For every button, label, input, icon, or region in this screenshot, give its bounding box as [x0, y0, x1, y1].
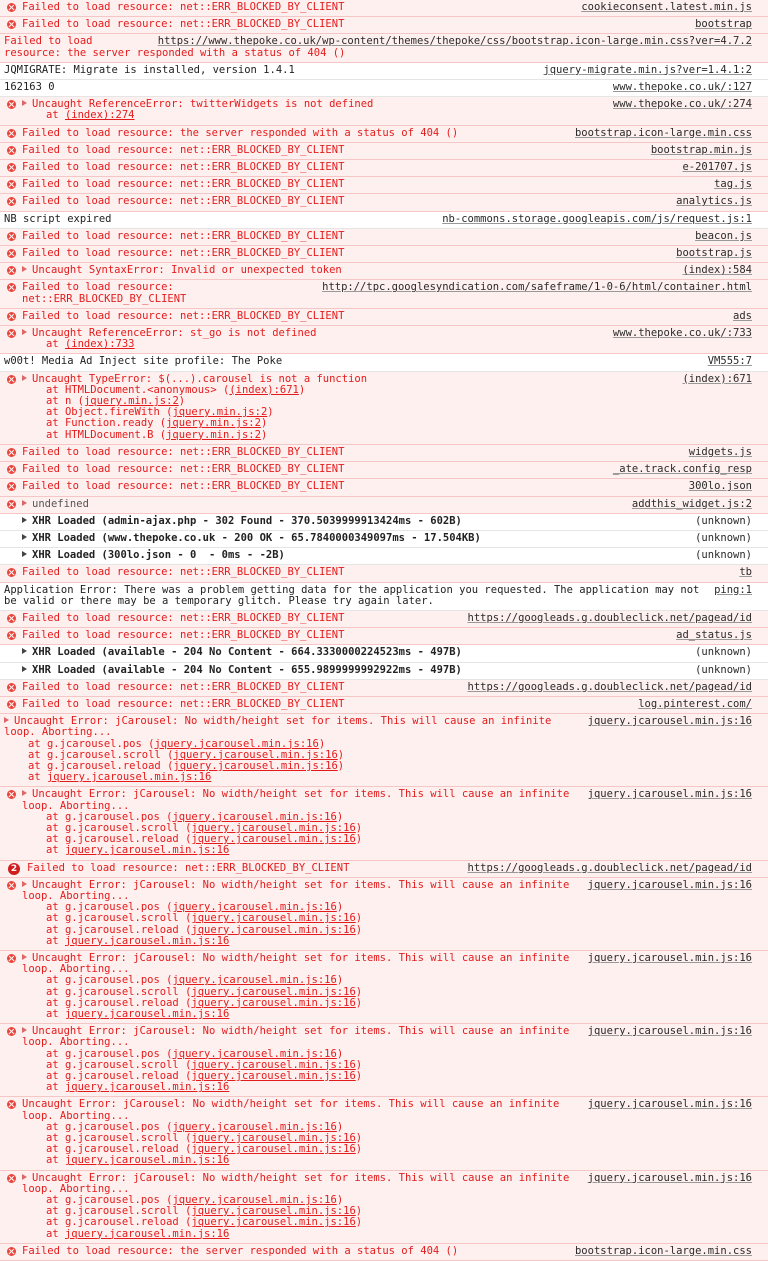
stack-frame-text: at [46, 1227, 65, 1240]
console-error-entry [0, 479, 768, 496]
source-link[interactable]: widgets.js [688, 445, 752, 458]
stack-frame-link[interactable]: jquery.jcarousel.min.js:16 [191, 912, 356, 925]
stack-trace [22, 1049, 752, 1094]
console-log-entry [0, 63, 768, 80]
stack-frame-text: at [46, 934, 65, 947]
stack-frame-link[interactable]: jquery.jcarousel.min.js:16 [191, 1205, 356, 1218]
console-message: JQMIGRATE: Migrate is installed, version 1.4.1 [4, 63, 295, 76]
error-icon [7, 375, 16, 384]
stack-frame [22, 1155, 752, 1166]
stack-frame-link[interactable]: jquery.jcarousel.min.js:16 [191, 833, 356, 846]
source-link[interactable]: https://www.thepoke.co.uk/wp-content/themes/thepoke/css/bootstrap.icon-large.min.css?ver=4.7.2 [157, 35, 752, 48]
console-message: Failed to load resource: net::ERR_BLOCKED_BY_CLIENT [22, 229, 345, 242]
stack-trace [22, 339, 752, 350]
console-error-entry[interactable] [0, 1171, 768, 1244]
source-link[interactable]: analytics.js [676, 195, 752, 208]
source-link[interactable]: 300lo.json [688, 480, 752, 493]
console-message: Application Error: There was a problem getting data for the application you requested. The application may not be valid or there may be a temporary glitch. Please try again later. [4, 583, 706, 607]
stack-frame-link[interactable]: jquery.jcarousel.min.js:16 [172, 810, 337, 823]
console-error-entry [0, 1244, 768, 1261]
stack-frame [22, 936, 752, 947]
error-icon [7, 683, 16, 692]
source-link[interactable]: (index):584 [682, 264, 752, 277]
stack-frame-link[interactable]: jquery.jcarousel.min.js:16 [64, 844, 230, 857]
stack-frame-text: ) [336, 1120, 344, 1133]
source-link: (unknown) [695, 663, 752, 676]
stack-frame-link[interactable]: jquery.jcarousel.min.js:16 [191, 1216, 356, 1229]
stack-frame-text: at g.jcarousel.pos ( [46, 901, 173, 914]
console-xhr-entry[interactable] [0, 548, 768, 565]
error-icon [7, 465, 16, 474]
console-error-entry[interactable] [0, 263, 768, 280]
stack-frame-text: at g.jcarousel.scroll ( [46, 1132, 192, 1145]
stack-frame-link[interactable]: jquery.jcarousel.min.js:16 [64, 1154, 230, 1167]
stack-frame-text: at g.jcarousel.pos ( [46, 810, 173, 823]
stack-frame-text: at [46, 109, 65, 122]
console-error-entry[interactable] [0, 1024, 768, 1097]
source-link[interactable]: jquery.jcarousel.min.js:16 [587, 1025, 752, 1038]
error-icon [7, 568, 16, 577]
console-message: Failed to load resource: the server responded with a status of 404 () [22, 1244, 459, 1257]
source-link[interactable]: ads [733, 309, 752, 322]
source-link[interactable]: https://googleads.g.doubleclick.net/pagead/id [467, 680, 752, 693]
stack-frame-link[interactable]: jquery.jcarousel.min.js:16 [154, 737, 319, 750]
console-message: Failed to load resource: net::ERR_BLOCKED_BY_CLIENT [22, 161, 345, 174]
console-message: Uncaught Error: jCarousel: No width/height set for items. This will cause an infinite loop. Aborting... [22, 952, 576, 976]
console-error-entry[interactable] [0, 97, 768, 125]
error-icon [7, 249, 16, 258]
stack-frame-link[interactable]: jquery.jcarousel.min.js:16 [46, 771, 212, 784]
console-message: undefined [32, 497, 89, 510]
stack-frame-text: ) [337, 759, 345, 772]
source-link[interactable]: jquery.jcarousel.min.js:16 [587, 715, 752, 728]
console-message: Uncaught Error: jCarousel: No width/height set for items. This will cause an infinite loop. Aborting... [22, 1171, 576, 1195]
error-icon [7, 700, 16, 709]
expand-triangle-icon[interactable] [22, 790, 27, 796]
stack-frame [4, 772, 752, 783]
console-error-entry [0, 680, 768, 697]
stack-frame-text: ) [355, 1216, 363, 1229]
console-message: Failed to load resource: net::ERR_BLOCKED_BY_CLIENT [22, 143, 345, 156]
error-icon [7, 129, 16, 138]
stack-frame-text: at Object.fireWith ( [46, 406, 173, 419]
expand-triangle-icon[interactable] [22, 954, 27, 960]
stack-frame-link[interactable]: jquery.jcarousel.min.js:16 [191, 996, 356, 1009]
stack-trace [4, 739, 752, 784]
console-error-entry [0, 194, 768, 211]
console-message: Failed to load resource: net::ERR_BLOCKED_BY_CLIENT [22, 178, 345, 191]
stack-frame-text: at n ( [46, 395, 84, 408]
stack-frame-text: ) [355, 821, 363, 834]
console-message: XHR Loaded (admin-ajax.php - 302 Found - 370.5039999913424ms - 602B) [32, 514, 462, 527]
source-link[interactable]: https://googleads.g.doubleclick.net/pagead/id [467, 611, 752, 624]
source-link[interactable]: https://googleads.g.doubleclick.net/pagead/id [467, 861, 752, 874]
stack-frame-text: at g.jcarousel.scroll ( [46, 985, 192, 998]
console-log-entry [0, 80, 768, 97]
console-error-entry [0, 17, 768, 34]
console-error-entry [0, 628, 768, 645]
source-link[interactable]: e-201707.js [682, 161, 752, 174]
error-icon [7, 1247, 16, 1256]
error-icon [7, 329, 16, 338]
error-icon [7, 1174, 16, 1183]
console-message: w00t! Media Ad Inject site profile: The Poke [4, 355, 283, 368]
stack-frame-link[interactable]: jquery.jcarousel.min.js:16 [172, 901, 337, 914]
error-icon [7, 163, 16, 172]
stack-frame-text: at HTMLDocument.<anonymous> ( [46, 383, 230, 396]
stack-frame-link[interactable]: jquery.jcarousel.min.js:16 [191, 985, 356, 998]
stack-frame-link[interactable]: (index):733 [64, 338, 135, 351]
console-log-entry [0, 583, 768, 611]
stack-frame [22, 1009, 752, 1020]
error-icon [7, 232, 16, 241]
stack-frame-text: ) [298, 383, 306, 396]
stack-frame-text: ) [260, 417, 268, 430]
stack-frame-text: ) [355, 923, 363, 936]
source-link[interactable]: jquery.jcarousel.min.js:16 [587, 878, 752, 891]
stack-trace [22, 975, 752, 1020]
stack-frame-link[interactable]: (index):274 [64, 109, 135, 122]
stack-frame-text: at g.jcarousel.scroll ( [28, 748, 174, 761]
stack-frame-text: at g.jcarousel.pos ( [46, 1120, 173, 1133]
error-icon [7, 881, 16, 890]
stack-frame-link[interactable]: jquery.jcarousel.min.js:16 [191, 1132, 356, 1145]
stack-frame-link[interactable]: jquery.jcarousel.min.js:16 [191, 1058, 356, 1071]
console-error-entry [0, 565, 768, 582]
console-error-entry [0, 246, 768, 263]
stack-frame-text: at [46, 844, 65, 857]
source-link: (unknown) [695, 549, 752, 562]
stack-frame-text: at g.jcarousel.scroll ( [46, 1205, 192, 1218]
stack-frame-link[interactable]: jquery.jcarousel.min.js:16 [64, 934, 230, 947]
stack-frame-text: ) [336, 810, 344, 823]
console-message: Failed to load resource: net::ERR_BLOCKED_BY_CLIENT [27, 861, 350, 874]
error-icon [7, 500, 16, 509]
stack-frame-text: ) [355, 1205, 363, 1218]
error-icon [7, 614, 16, 623]
expand-triangle-icon[interactable] [22, 881, 27, 887]
error-icon [7, 1100, 16, 1109]
stack-frame-text: ) [267, 406, 274, 419]
source-link: (unknown) [695, 514, 752, 527]
stack-frame-text: at [28, 771, 47, 784]
stack-frame-text: at g.jcarousel.scroll ( [46, 821, 192, 834]
console-error-entry[interactable] [0, 787, 768, 860]
console-message: 162163 0 [4, 81, 55, 94]
source-link[interactable]: log.pinterest.com/ [638, 697, 752, 710]
source-link[interactable]: jquery.jcarousel.min.js:16 [587, 952, 752, 964]
stack-frame-text: ) [337, 748, 345, 761]
stack-frame-text: at [46, 1081, 65, 1094]
stack-frame-text: at [46, 1008, 65, 1021]
console-message: Failed to load resource: net::ERR_BLOCKED_BY_CLIENT [22, 18, 345, 31]
console-error-entry [0, 462, 768, 479]
error-icon [7, 954, 16, 963]
error-icon [7, 482, 16, 491]
error-icon [7, 3, 16, 12]
console-error-entry [0, 697, 768, 714]
stack-frame-link[interactable]: jquery.jcarousel.min.js:16 [191, 1070, 356, 1083]
stack-trace [22, 385, 752, 441]
console-message: Uncaught Error: jCarousel: No width/height set for items. This will cause an infinite loop. Aborting... [22, 1098, 566, 1122]
stack-frame-link[interactable]: jquery.jcarousel.min.js:16 [173, 759, 338, 772]
stack-frame-text: at g.jcarousel.reload ( [46, 1070, 192, 1083]
stack-frame-text: ) [355, 1070, 363, 1083]
stack-frame-link[interactable]: jquery.jcarousel.min.js:16 [64, 1008, 230, 1021]
stack-frame-text: ) [355, 1143, 363, 1156]
console-error-entry [0, 861, 768, 878]
expand-triangle-icon[interactable] [22, 517, 27, 523]
stack-frame [22, 430, 752, 441]
source-link[interactable]: beacon.js [695, 229, 752, 242]
console-error-entry [0, 445, 768, 462]
error-icon [7, 312, 16, 321]
console-message: Uncaught Error: jCarousel: No width/height set for items. This will cause an infinite loop. Aborting... [22, 878, 576, 902]
console-error-entry[interactable] [0, 326, 768, 354]
stack-frame-text: at [46, 338, 65, 351]
stack-frame-text: at g.jcarousel.pos ( [28, 737, 155, 750]
console-message: Failed to load resource: net::ERR_BLOCKED_BY_CLIENT [22, 480, 345, 493]
stack-frame-link[interactable]: jquery.jcarousel.min.js:16 [172, 1194, 337, 1207]
source-link[interactable]: ping:1 [714, 583, 752, 596]
console-message: Failed to load resource: net::ERR_BLOCKED_BY_CLIENT [22, 445, 345, 458]
stack-frame-text: at g.jcarousel.reload ( [46, 833, 192, 846]
source-link[interactable]: _ate.track.config_resp [612, 463, 752, 476]
source-link[interactable]: (index):671 [682, 372, 752, 385]
console-message: Failed to load resource: the server responded with a status of 404 () [22, 126, 459, 139]
source-link[interactable]: bootstrap.icon-large.min.css [574, 126, 752, 139]
source-link[interactable]: tb [739, 566, 752, 579]
error-icon [7, 283, 16, 292]
console-message: Uncaught ReferenceError: st_go is not defined [32, 327, 317, 340]
stack-frame-link[interactable]: jquery.jcarousel.min.js:16 [64, 1081, 230, 1094]
expand-triangle-icon[interactable] [22, 648, 27, 654]
stack-frame-link[interactable]: jquery.jcarousel.min.js:16 [64, 1227, 230, 1240]
expand-triangle-icon[interactable] [22, 266, 27, 272]
error-icon [7, 448, 16, 457]
stack-frame-text: at [46, 1154, 65, 1167]
console-message: Uncaught Error: jCarousel: No width/height set for items. This will cause an infinite loop. Aborting... [22, 788, 576, 812]
console-message: Uncaught SyntaxError: Invalid or unexpected token [32, 264, 342, 277]
error-icon [7, 20, 16, 29]
stack-frame [22, 1082, 752, 1093]
console-message: Failed to load resource: net::ERR_BLOCKED_BY_CLIENT [22, 309, 345, 322]
expand-triangle-icon[interactable] [22, 375, 27, 381]
stack-frame-text: at g.jcarousel.pos ( [46, 1194, 173, 1207]
source-link[interactable]: jquery.jcarousel.min.js:16 [587, 1098, 752, 1111]
stack-frame-link[interactable]: jquery.jcarousel.min.js:16 [191, 821, 356, 834]
stack-frame-text: at g.jcarousel.reload ( [46, 923, 192, 936]
console-error-entry [0, 34, 768, 62]
console-error-entry[interactable] [0, 878, 768, 951]
source-link[interactable]: www.thepoke.co.uk/:274 [612, 98, 752, 111]
console-error-entry [0, 0, 768, 17]
repeat-count-badge: 2 [8, 863, 20, 875]
stack-trace [22, 110, 752, 121]
expand-triangle-icon[interactable] [22, 551, 27, 557]
console-message: Uncaught Error: jCarousel: No width/height set for items. This will cause an infinite loop. Aborting... [4, 715, 558, 739]
stack-frame-link[interactable]: jquery.jcarousel.min.js:16 [173, 748, 338, 761]
console-message: Uncaught ReferenceError: twitterWidgets is not defined [32, 98, 374, 111]
console-error-entry[interactable] [0, 714, 768, 787]
source-link[interactable]: http://tpc.googlesyndication.com/safeframe/1-0-6/html/container.html [322, 281, 752, 294]
stack-trace [22, 812, 752, 857]
stack-frame-link[interactable]: jquery.min.js:2 [166, 428, 261, 441]
source-link[interactable]: jquery.jcarousel.min.js:16 [587, 788, 752, 801]
console-message: Uncaught TypeError: $(...).carousel is not a function [32, 372, 368, 385]
stack-frame-text: at g.jcarousel.scroll ( [46, 912, 192, 925]
stack-frame-text: at g.jcarousel.scroll ( [46, 1058, 192, 1071]
source-link[interactable]: VM555:7 [707, 355, 752, 368]
console-error-entry[interactable] [0, 497, 768, 514]
error-icon [7, 180, 16, 189]
console-message: Failed to load resource: net::ERR_BLOCKED_BY_CLIENT [22, 463, 345, 476]
stack-frame-link[interactable]: jquery.min.js:2 [83, 395, 179, 408]
error-icon [7, 100, 16, 109]
console-error-entry[interactable] [0, 372, 768, 445]
console-message: XHR Loaded (www.thepoke.co.uk - 200 OK - 65.7840000349097ms - 17.504KB) [32, 531, 481, 544]
error-icon [7, 146, 16, 155]
stack-frame-text: ) [336, 901, 344, 914]
stack-trace [22, 902, 752, 947]
source-link[interactable]: jquery.jcarousel.min.js:16 [587, 1171, 752, 1184]
stack-frame-text: ) [355, 1058, 363, 1071]
console-message: Failed to load resource: net::ERR_BLOCKED_BY_CLIENT [22, 247, 345, 260]
console-message: Failed to load resource: net::ERR_BLOCKED_BY_CLIENT [22, 611, 345, 624]
stack-frame-text: ) [318, 737, 326, 750]
stack-frame-link[interactable]: jquery.min.js:2 [166, 417, 261, 430]
console-message: Failed to load resource: net::ERR_BLOCKED_BY_CLIENT [22, 680, 345, 693]
console-message: XHR Loaded (available - 204 No Content - 664.3330000224523ms - 497B) [32, 646, 462, 659]
console-log-entry [0, 354, 768, 371]
console-error-entry [0, 309, 768, 326]
stack-frame-text: ) [336, 1047, 344, 1060]
expand-triangle-icon[interactable] [22, 100, 27, 106]
console-log-entry [0, 212, 768, 229]
stack-frame-text: ) [260, 428, 268, 441]
expand-triangle-icon[interactable] [4, 717, 9, 723]
error-icon [7, 631, 16, 640]
source-link: (unknown) [695, 646, 752, 659]
stack-frame-text: ) [355, 985, 363, 998]
stack-frame [22, 339, 752, 350]
expand-triangle-icon[interactable] [22, 534, 27, 540]
source-link[interactable]: bootstrap.icon-large.min.css [574, 1244, 752, 1257]
console-error-entry[interactable] [0, 951, 768, 1024]
error-icon [7, 1027, 16, 1036]
stack-frame-text: at g.jcarousel.pos ( [46, 974, 173, 987]
console-xhr-entry[interactable] [0, 663, 768, 680]
source-link[interactable]: bootstrap [695, 18, 752, 31]
console-error-entry [0, 143, 768, 160]
console-error-entry [0, 160, 768, 177]
source-link: (unknown) [695, 531, 752, 544]
stack-frame [22, 1229, 752, 1240]
console-message: Failed to load resource: net::ERR_BLOCKED_BY_CLIENT [22, 629, 345, 642]
console-error-entry [0, 1097, 768, 1170]
console-error-entry [0, 177, 768, 194]
source-link[interactable]: nb-commons.storage.googleapis.com/js/request.js:1 [442, 212, 752, 225]
console-message: Failed to load resource: the server responded with a status of 404 () [4, 35, 346, 59]
source-link[interactable]: cookieconsent.latest.min.js [581, 1, 752, 13]
stack-frame-text: ) [336, 974, 344, 987]
stack-frame-text: at Function.ready ( [46, 417, 167, 430]
console-message: XHR Loaded (300lo.json - 0 - 0ms - -2B) [32, 549, 285, 562]
source-link[interactable]: www.thepoke.co.uk/:733 [612, 327, 752, 340]
console-error-entry [0, 280, 768, 308]
expand-triangle-icon[interactable] [22, 1174, 27, 1180]
source-link[interactable]: tag.js [714, 178, 752, 191]
stack-frame-text: ) [178, 395, 186, 408]
stack-frame-text: ) [355, 912, 363, 925]
stack-frame-text: at HTMLDocument.B ( [46, 428, 167, 441]
console-message: Failed to load resource: net::ERR_BLOCKED_BY_CLIENT [22, 1, 345, 13]
stack-frame-text: ) [355, 996, 363, 1009]
console-error-entry [0, 126, 768, 143]
stack-frame-text: at g.jcarousel.reload ( [28, 759, 174, 772]
stack-frame-link[interactable]: jquery.jcarousel.min.js:16 [191, 923, 356, 936]
stack-frame-link[interactable]: jquery.jcarousel.min.js:16 [172, 1047, 337, 1060]
stack-frame-link[interactable]: jquery.jcarousel.min.js:16 [191, 1143, 356, 1156]
stack-frame [22, 845, 752, 856]
error-icon [7, 197, 16, 206]
console-message: Failed to load resource: net::ERR_BLOCKED_BY_CLIENT [22, 697, 345, 710]
stack-frame [22, 110, 752, 121]
console-message: Failed to load resource: net::ERR_BLOCKED_BY_CLIENT [22, 281, 187, 305]
stack-frame-text: at g.jcarousel.reload ( [46, 996, 192, 1009]
console-xhr-entry[interactable] [0, 514, 768, 531]
source-link[interactable]: www.thepoke.co.uk/:127 [612, 81, 752, 94]
stack-frame-text: ) [355, 833, 363, 846]
error-icon [7, 266, 16, 275]
source-link[interactable]: bootstrap.js [676, 247, 752, 260]
source-link[interactable]: bootstrap.min.js [650, 143, 752, 156]
stack-frame-text: at g.jcarousel.reload ( [46, 1216, 192, 1229]
expand-triangle-icon[interactable] [22, 329, 27, 335]
console-xhr-entry[interactable] [0, 645, 768, 662]
stack-frame-link[interactable]: jquery.jcarousel.min.js:16 [172, 1120, 337, 1133]
stack-frame-link[interactable]: (index):671 [229, 383, 299, 396]
expand-triangle-icon[interactable] [22, 1027, 27, 1033]
expand-triangle-icon[interactable] [22, 500, 27, 506]
console-message: XHR Loaded (available - 204 No Content - 655.9899999992922ms - 497B) [32, 663, 462, 676]
stack-frame-text: at g.jcarousel.reload ( [46, 1143, 192, 1156]
error-icon [7, 790, 16, 799]
stack-frame-text: at g.jcarousel.pos ( [46, 1047, 173, 1060]
stack-trace [22, 1122, 752, 1167]
console-error-entry [0, 611, 768, 628]
stack-frame-text: ) [355, 1132, 363, 1145]
stack-frame-text: ) [336, 1194, 344, 1207]
console-message: Failed to load resource: net::ERR_BLOCKED_BY_CLIENT [22, 566, 345, 579]
expand-triangle-icon[interactable] [22, 666, 27, 672]
console-message: Uncaught Error: jCarousel: No width/height set for items. This will cause an infinite loop. Aborting... [22, 1025, 576, 1049]
stack-frame-link[interactable]: jquery.jcarousel.min.js:16 [172, 974, 337, 987]
stack-trace [22, 1195, 752, 1240]
console-xhr-entry[interactable] [0, 531, 768, 548]
console-message: Failed to load resource: net::ERR_BLOCKED_BY_CLIENT [22, 195, 345, 208]
source-link[interactable]: addthis_widget.js:2 [631, 497, 752, 510]
stack-frame-link[interactable]: jquery.min.js:2 [172, 406, 268, 419]
source-link[interactable]: jquery-migrate.min.js?ver=1.4.1:2 [543, 63, 752, 76]
console-message: NB script expired [4, 212, 112, 225]
source-link[interactable]: ad_status.js [676, 629, 752, 642]
console-error-entry [0, 229, 768, 246]
